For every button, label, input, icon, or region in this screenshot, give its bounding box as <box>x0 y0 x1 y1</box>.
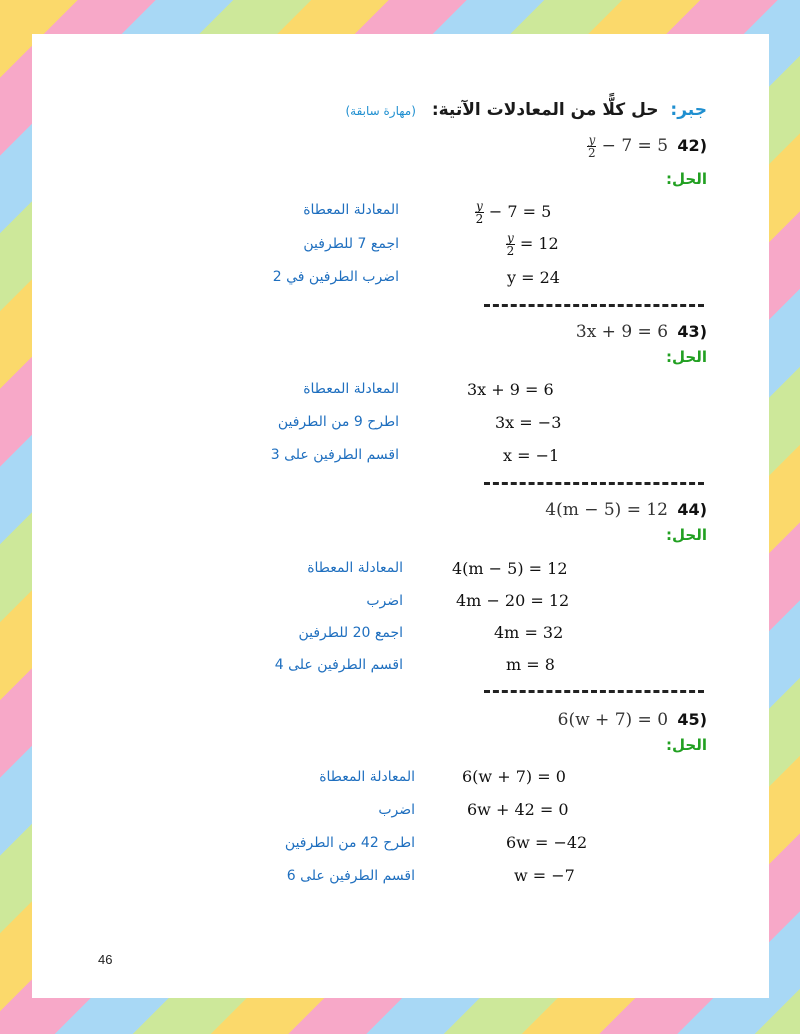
equation-step: $\frac{y}{2}$ − 7 = 5 <box>475 199 552 226</box>
equation-step: 4m − 20 = 12 <box>456 591 570 610</box>
equation-step: 4(m − 5) = 12 <box>452 559 568 578</box>
solution-label: الحل: <box>666 170 707 188</box>
solution-label: الحل: <box>666 348 707 366</box>
equation-step: x = −1 <box>503 446 560 465</box>
header-instruction: حل كلًّا من المعادلات الآتية: <box>431 100 659 120</box>
step-explanation: المعادلة المعطاة <box>307 560 403 576</box>
equation-step: 3x = −3 <box>495 413 562 432</box>
step-explanation: المعادلة المعطاة <box>319 769 415 785</box>
equation-step: w = −7 <box>514 866 575 885</box>
separator <box>484 690 704 693</box>
section-header <box>345 100 707 120</box>
worksheet-page <box>32 34 769 998</box>
equation-step: 3x + 9 = 6 <box>467 380 554 399</box>
step-explanation: اطرح 9 من الطرفين <box>277 414 399 430</box>
separator <box>484 304 704 307</box>
fraction: $\frac{y}{2}$ <box>588 133 596 160</box>
equation-step: y = 24 <box>507 268 560 287</box>
equation-step: 6w = −42 <box>506 833 588 852</box>
equation-step: 6(w + 7) = 0 <box>462 767 566 786</box>
step-explanation: اقسم الطرفين على 6 <box>286 868 415 884</box>
solution-label: الحل: <box>666 736 707 754</box>
step-explanation: المعادلة المعطاة <box>303 381 399 397</box>
equation-step: 6w + 42 = 0 <box>467 800 569 819</box>
equation-step: m = 8 <box>506 655 555 674</box>
problem-45-statement: 6(w + 7) = 0 45) <box>557 710 707 730</box>
step-explanation: اطرح 42 من الطرفين <box>284 835 415 851</box>
step-explanation: اقسم الطرفين على 3 <box>270 447 399 463</box>
header-label: جبر: <box>670 100 707 120</box>
step-explanation: اجمع 20 للطرفين <box>298 625 403 641</box>
step-explanation: اجمع 7 للطرفين <box>303 236 399 252</box>
equation-step: 4m = 32 <box>494 623 564 642</box>
equation-step: $\frac{y}{2}$ = 12 <box>506 231 559 258</box>
step-explanation: اضرب <box>366 593 403 609</box>
problem-42-rest: − 7 = 5 <box>601 136 669 156</box>
step-explanation: المعادلة المعطاة <box>303 202 399 218</box>
page-number: 46 <box>98 952 113 967</box>
step-explanation: اضرب <box>378 802 415 818</box>
problem-44-statement: 4(m − 5) = 12 44) <box>545 500 707 520</box>
header-badge: (مهارة سابقة) <box>345 104 416 118</box>
step-explanation: اقسم الطرفين على 4 <box>274 657 403 673</box>
solution-label: الحل: <box>666 526 707 544</box>
step-explanation: اضرب الطرفين في 2 <box>272 269 399 285</box>
problem-43-statement: 3x + 9 = 6 43) <box>575 322 707 342</box>
problem-number: 42) <box>677 136 707 155</box>
separator <box>484 482 704 485</box>
problem-42-statement <box>587 134 707 159</box>
